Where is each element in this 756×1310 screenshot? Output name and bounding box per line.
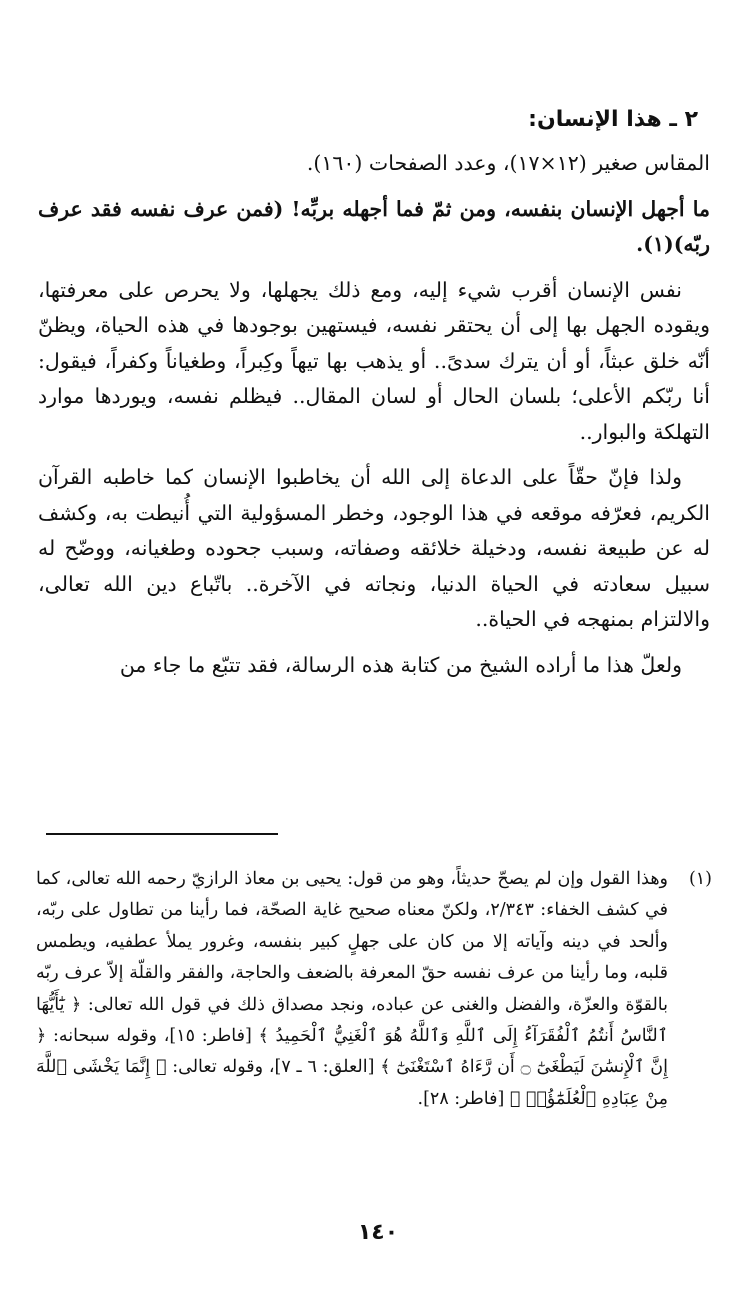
body-paragraph: ولذا فإنّ حقّاً على الدعاة إلى الله أن يخاطبوا الإنسان كما خاطبه القرآن الكريم، فعرّفه موقعه في هذا الوجود، وخطر المسؤولية التي أُنيطت به، وكشف له عن طبيعة نفسه، ودخيلة خلائقه وصفاته، وسبب جحوده وطغيانه، ووضّح له سبيل سعادته في الحياة الدنيا، ونجاته في الآخرة.. باتّباع دين الله تعالى، والالتزام بمنهجه في الحياة.. xyxy=(38,465,710,631)
section-heading: ٢ ـ هذا الإنسان: xyxy=(528,107,698,132)
footnote-number: (١) xyxy=(688,869,712,889)
footnote-separator xyxy=(46,833,278,835)
page-body xyxy=(38,100,710,683)
intro-paragraph: ما أجهل الإنسان بنفسه، ومن ثمّ فما أجهله بربِّه! (فمن عرف نفسه فقد عرف ربّه)(١). xyxy=(38,196,710,256)
page-number: ١٤٠ xyxy=(357,1220,399,1245)
body-paragraph: نفس الإنسان أقرب شيء إليه، ومع ذلك يجهلها، ولا يحرص على معرفتها، ويقوده الجهل بها إلى أن يحتقر نفسه، فيستهين بوجودها في هذه الحياة، ويظنّ أنّه خلق عبثاً، أو أن يترك سدىً.. أو يذهب بها تيهاً وكِبراً، وطغياناً وكفراً، فيقول: أنا ربّكم الأعلى؛ بلسان الحال أو لسان المقال.. فيظلم نفسه، ويوردها موارد التهلكة والبوار.. xyxy=(38,277,710,444)
footnote-text: وهذا القول وإن لم يصحّ حديثاً، وهو من قول: يحيى بن معاذ الرازيّ رحمه الله تعالى، كما في كشف الخفاء: ٢/٣٤٣، ولكنّ معناه صحيح غاية الصحّة، فما رأينا من تطاول على ربّه، وألحد في دينه وآياته إلا من كان على جهلٍ كبير بنفسه، وغرور يملأ عطفيه، ويطمس قلبه، وما رأينا من عرف نفسه حقّ المعرفة بالضعف والحاجة، والفقر والقلّة إلاّ عرف ربّه بالقوّة والعزّة، والفضل والغنى عن عباده، ونجد مصداق ذلك في قول الله تعالى: ﴿ يَٰٓأَيُّهَا ٱلنَّاسُ أَنتُمُ ٱلْفُقَرَآءُ إِلَى ٱللَّهِ وَٱللَّهُ هُوَ ٱلْغَنِيُّ ٱلْحَمِيدُ ﴾ [فاطر: ١٥]، وقوله سبحانه: ﴿ إِنَّ ٱلْإِنسَٰنَ لَيَطْغَىٰٓ ۝ أَن رَّءَاهُ ٱسْتَغْنَىٰٓ ﴾ [العلق: ٦ ـ ٧]، وقوله تعالى: ﴿ إِنَّمَا يَخْشَى ٱللَّهَ مِنْ عِبَادِهِ ٱلْعُلَمَٰٓؤُا۟ ﴾ [فاطر: ٢٨]. xyxy=(36,869,669,1109)
footnote xyxy=(36,864,712,1115)
book-size-line: المقاس صغير (١٢×١٧)، وعدد الصفحات (١٦٠). xyxy=(306,151,710,175)
body-paragraph: ولعلّ هذا ما أراده الشيخ من كتابة هذه الرسالة، فقد تتبّع ما جاء من xyxy=(119,652,682,677)
